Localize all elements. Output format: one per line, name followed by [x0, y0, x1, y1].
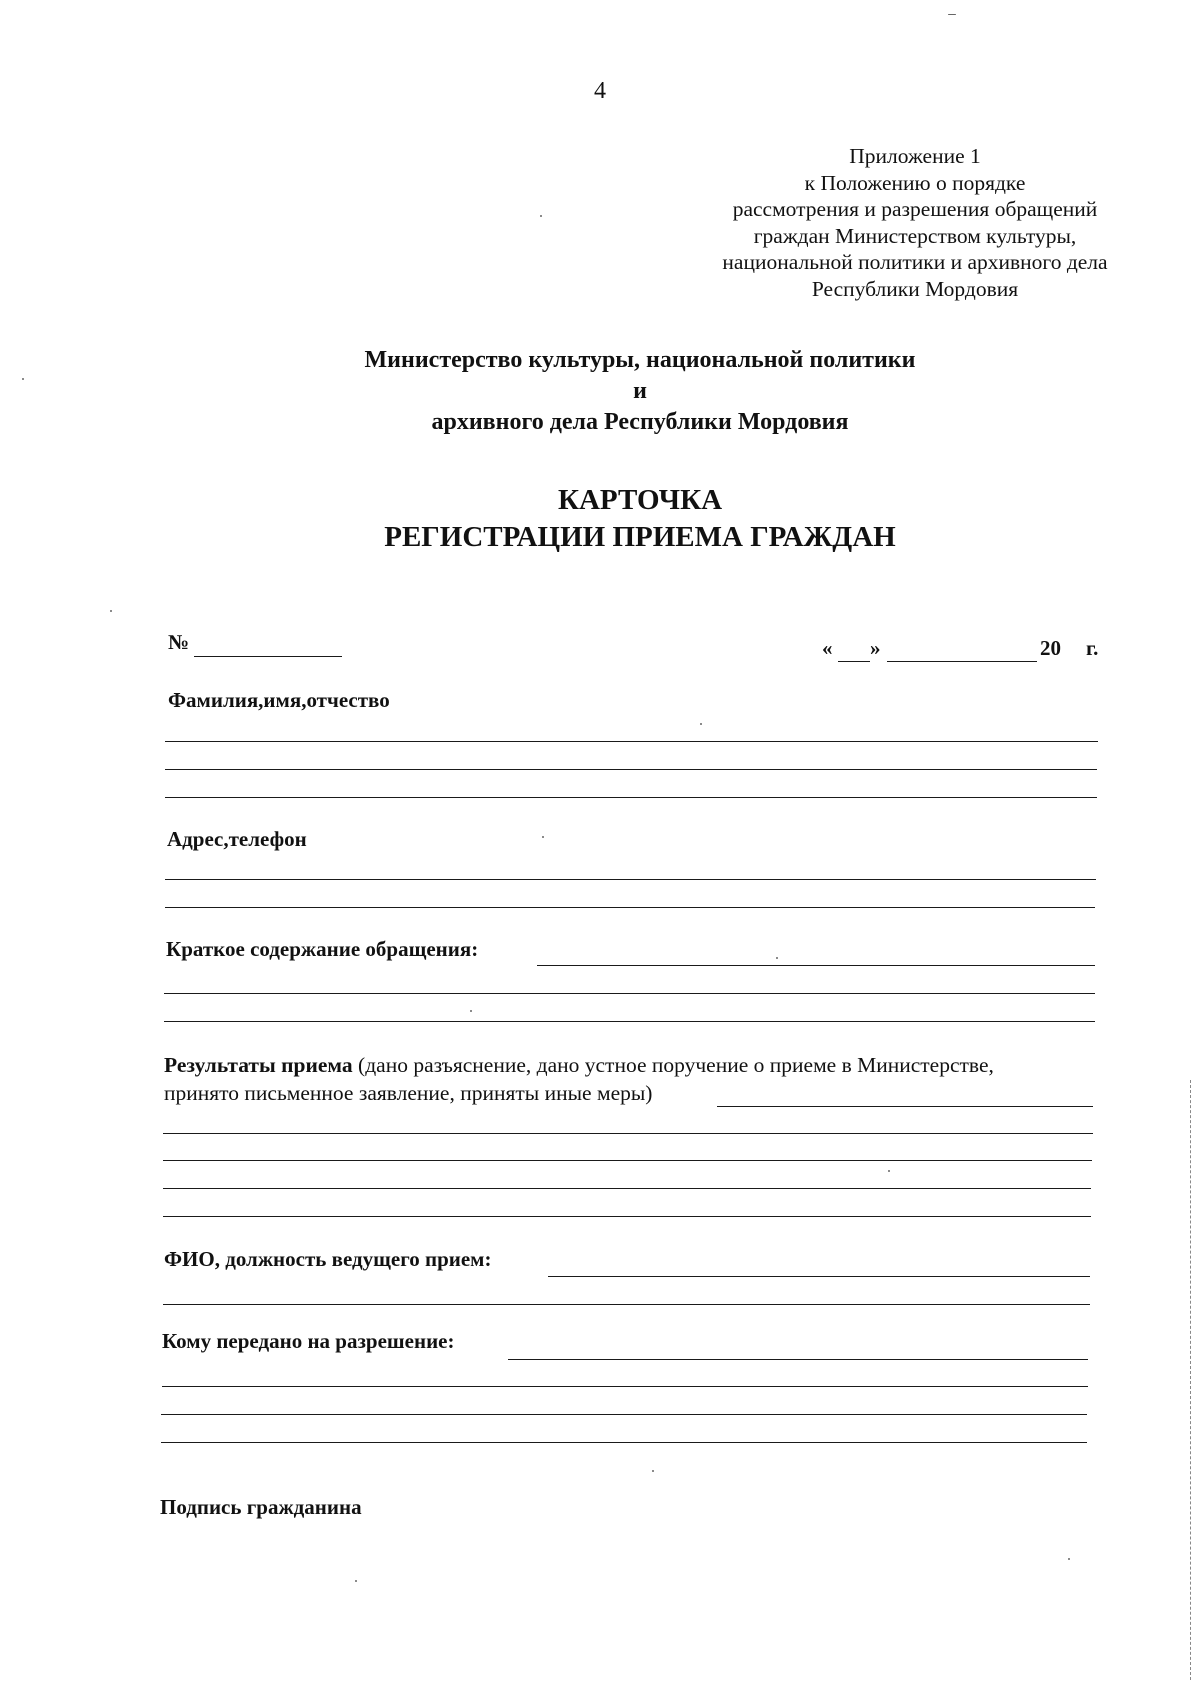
full-name-label: Фамилия,имя,отчество [168, 688, 390, 712]
scan-speck [1068, 1558, 1070, 1560]
address-line-1[interactable] [165, 879, 1096, 880]
scan-speck [652, 1470, 654, 1472]
summary-label: Краткое содержание обращения: [166, 937, 479, 961]
scan-edge [1190, 1080, 1191, 1680]
month-field-line[interactable] [887, 661, 1037, 662]
results-line-3[interactable] [163, 1160, 1092, 1161]
card-title-line-1: КАРТОЧКА [557, 484, 723, 516]
results-line-4[interactable] [163, 1188, 1091, 1189]
appendix-line: Приложение 1 [849, 144, 981, 168]
scan-speck [540, 215, 542, 217]
scan-speck [470, 1010, 472, 1012]
results-heading [164, 1053, 994, 1078]
scan-speck [700, 723, 702, 725]
ministry-heading [230, 345, 1050, 438]
card-title-line-2: РЕГИСТРАЦИИ ПРИЕМА ГРАЖДАН [384, 521, 896, 553]
full-name-line-1[interactable] [165, 741, 1098, 742]
forwarded-line-3[interactable] [161, 1414, 1087, 1415]
receiver-label: ФИО, должность ведущего прием: [164, 1247, 492, 1271]
appendix-line: Республики Мордовия [811, 276, 1019, 301]
date-quote-open: « [822, 636, 833, 660]
appendix-line: рассмотрения и разрешения обращений [732, 197, 1098, 221]
results-label: Результаты приема [164, 1053, 353, 1077]
scan-speck [22, 378, 24, 380]
receiver-line-1[interactable] [548, 1276, 1090, 1277]
appendix-note [650, 143, 1180, 302]
results-line-1[interactable] [717, 1106, 1093, 1107]
year-prefix: 20 [1040, 636, 1061, 660]
scan-speck [542, 836, 544, 838]
appendix-line: граждан Министерством культуры, [753, 223, 1077, 248]
summary-line-2[interactable] [164, 993, 1095, 994]
ministry-line: и [633, 378, 647, 404]
scan-speck [888, 1170, 890, 1172]
results-note-line-1: (дано разъяснение, дано устное поручение о приеме в Министерстве, [358, 1053, 994, 1077]
date-quote-close: » [870, 636, 881, 660]
signature-label: Подпись гражданина [160, 1495, 362, 1519]
forwarded-line-4[interactable] [161, 1442, 1087, 1443]
full-name-line-3[interactable] [165, 797, 1097, 798]
appendix-line: национальной политики и архивного дела [722, 250, 1108, 274]
day-field-line[interactable] [838, 661, 870, 662]
ministry-line: архивного дела Республики Мордовия [431, 409, 849, 435]
forwarded-line-2[interactable] [162, 1386, 1088, 1387]
results-note-line-2: принято письменное заявление, приняты иные меры) [164, 1081, 653, 1105]
address-line-2[interactable] [165, 907, 1095, 908]
scan-speck [355, 1580, 357, 1582]
results-line-2[interactable] [163, 1133, 1093, 1134]
summary-line-1[interactable] [537, 965, 1095, 966]
number-sign: № [168, 630, 190, 654]
appendix-line: к Положению о порядке [804, 170, 1026, 195]
year-suffix: г. [1086, 636, 1099, 660]
results-line-5[interactable] [163, 1216, 1091, 1217]
receiver-line-2[interactable] [163, 1304, 1090, 1305]
page-number: 4 [594, 78, 606, 104]
forwarded-line-1[interactable] [508, 1359, 1088, 1360]
ministry-line: Министерство культуры, национальной политики [364, 347, 916, 373]
address-phone-label: Адрес,телефон [167, 827, 307, 851]
full-name-line-2[interactable] [165, 769, 1097, 770]
card-title [230, 482, 1050, 556]
scan-speck [948, 14, 956, 15]
summary-line-3[interactable] [164, 1021, 1095, 1022]
number-field-line[interactable] [194, 656, 342, 657]
forwarded-to-label: Кому передано на разрешение: [162, 1329, 455, 1353]
scan-speck [110, 610, 112, 612]
scan-speck [776, 957, 778, 959]
